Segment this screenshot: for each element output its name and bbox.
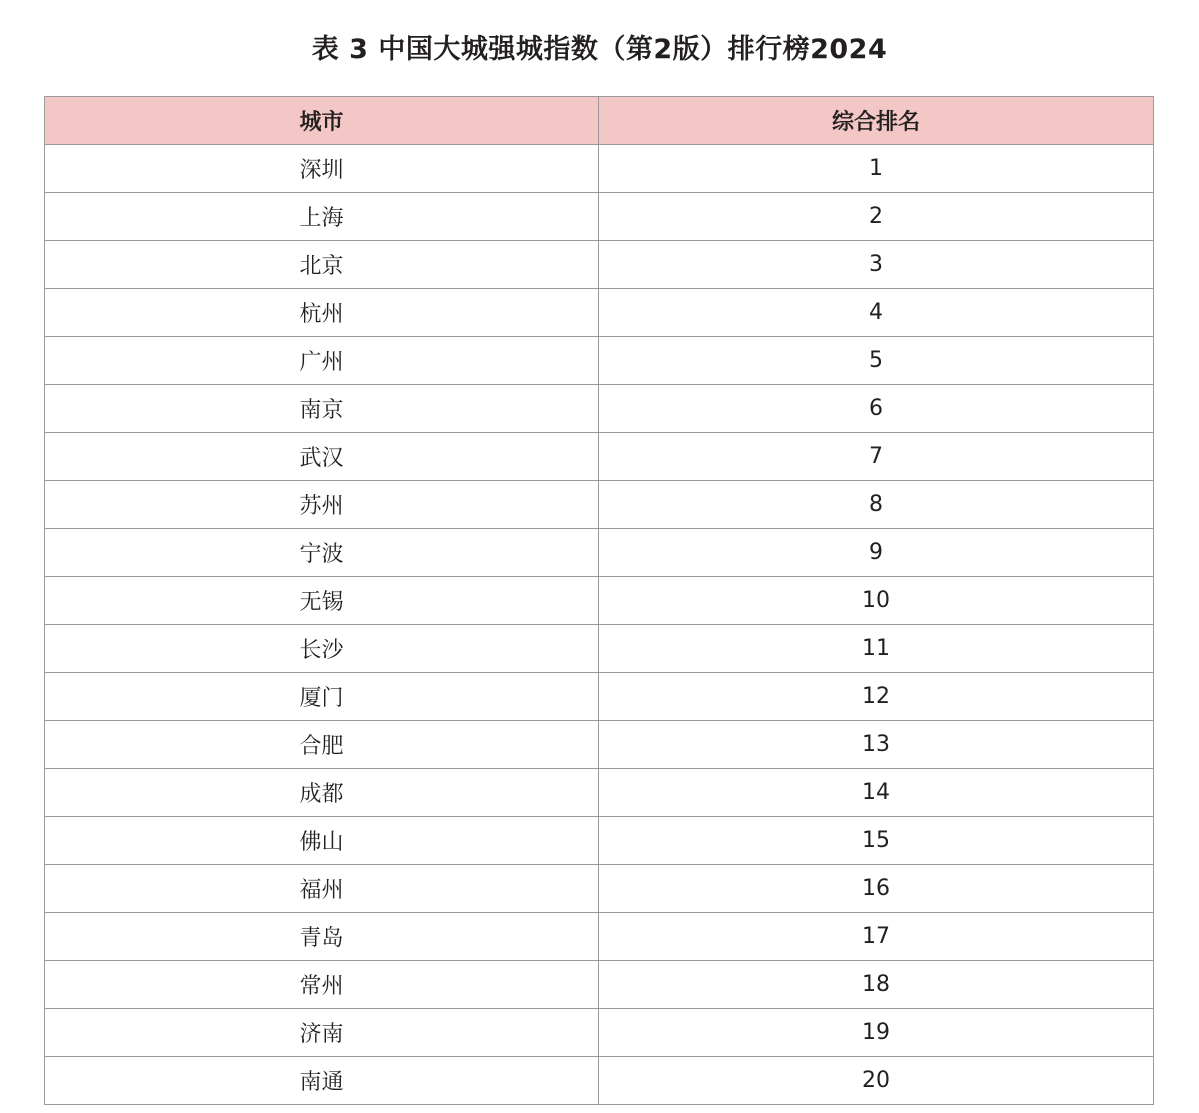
rank-cell: 1 [599, 145, 1154, 193]
rank-cell: 15 [599, 817, 1154, 865]
city-cell: 宁波 [45, 529, 599, 577]
table-row [45, 289, 1154, 337]
table-row [45, 673, 1154, 721]
rank-cell: 18 [599, 961, 1154, 1009]
table-row [45, 865, 1154, 913]
table-row [45, 1009, 1154, 1057]
rank-cell: 17 [599, 913, 1154, 961]
header-row [45, 97, 1154, 145]
ranking-table [44, 96, 1154, 1105]
city-cell: 南通 [45, 1057, 599, 1105]
rank-cell: 3 [599, 241, 1154, 289]
city-cell: 广州 [45, 337, 599, 385]
city-cell: 上海 [45, 193, 599, 241]
table-row [45, 577, 1154, 625]
table-row [45, 241, 1154, 289]
rank-cell: 6 [599, 385, 1154, 433]
table-row [45, 385, 1154, 433]
table-row [45, 913, 1154, 961]
rank-cell: 12 [599, 673, 1154, 721]
rank-cell: 13 [599, 721, 1154, 769]
city-cell: 无锡 [45, 577, 599, 625]
table-row [45, 529, 1154, 577]
city-cell: 厦门 [45, 673, 599, 721]
city-cell: 合肥 [45, 721, 599, 769]
table-row [45, 337, 1154, 385]
rank-cell: 11 [599, 625, 1154, 673]
rank-cell: 16 [599, 865, 1154, 913]
rank-cell: 10 [599, 577, 1154, 625]
table-title: 表 3 中国大城强城指数（第2版）排行榜2024 [311, 34, 888, 65]
city-cell: 武汉 [45, 433, 599, 481]
table-row [45, 1057, 1154, 1105]
rank-cell: 2 [599, 193, 1154, 241]
rank-cell: 5 [599, 337, 1154, 385]
table-row [45, 769, 1154, 817]
rank-cell: 19 [599, 1009, 1154, 1057]
header-rank: 综合排名 [599, 97, 1154, 145]
city-cell: 南京 [45, 385, 599, 433]
rank-cell: 14 [599, 769, 1154, 817]
table-row [45, 481, 1154, 529]
table-row [45, 433, 1154, 481]
city-cell: 常州 [45, 961, 599, 1009]
city-cell: 青岛 [45, 913, 599, 961]
table-row [45, 817, 1154, 865]
city-cell: 福州 [45, 865, 599, 913]
city-cell: 北京 [45, 241, 599, 289]
table-row [45, 145, 1154, 193]
city-cell: 深圳 [45, 145, 599, 193]
city-cell: 苏州 [45, 481, 599, 529]
city-cell: 杭州 [45, 289, 599, 337]
rank-cell: 9 [599, 529, 1154, 577]
city-cell: 济南 [45, 1009, 599, 1057]
table-row [45, 193, 1154, 241]
table-row [45, 625, 1154, 673]
header-city: 城市 [45, 97, 599, 145]
rank-cell: 8 [599, 481, 1154, 529]
city-cell: 成都 [45, 769, 599, 817]
rank-cell: 7 [599, 433, 1154, 481]
table-row [45, 721, 1154, 769]
rank-cell: 20 [599, 1057, 1154, 1105]
rank-cell: 4 [599, 289, 1154, 337]
table-row [45, 961, 1154, 1009]
city-cell: 长沙 [45, 625, 599, 673]
city-cell: 佛山 [45, 817, 599, 865]
